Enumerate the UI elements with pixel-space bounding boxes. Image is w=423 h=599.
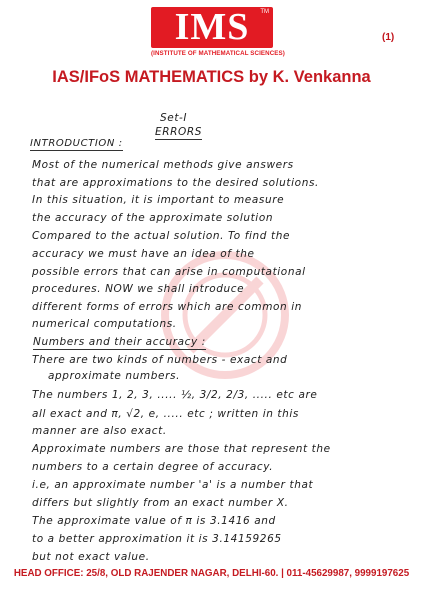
logo-subtitle: (INSTITUTE OF MATHEMATICAL SCIENCES): [151, 50, 285, 57]
section-heading: Numbers and their accuracy :: [33, 336, 206, 348]
page-title: IAS/IFoS MATHEMATICS by K. Venkanna: [52, 68, 371, 86]
watermark-icon: [150, 240, 300, 390]
note-line: but not exact value.: [32, 551, 150, 563]
note-line: Compared to the actual solution. To find the: [32, 230, 291, 242]
note-line: numbers to a certain degree of accuracy.: [32, 461, 274, 473]
topic-heading: ERRORS: [155, 126, 203, 138]
intro-heading: INTRODUCTION :: [30, 138, 123, 149]
logo-tm: TM: [260, 9, 269, 15]
note-line: There are two kinds of numbers - exact and: [32, 354, 288, 366]
note-line: The numbers 1, 2, 3, ..... ½, 3/2, 2/3, ..... etc are: [32, 389, 318, 401]
page-number: (1): [382, 32, 395, 43]
note-line: that are approximations to the desired solutions.: [32, 177, 319, 189]
note-line: In this situation, it is important to measure: [32, 194, 285, 206]
note-line: The approximate value of π is 3.1416 and: [32, 515, 276, 527]
note-line: to a better approximation it is 3.14159265: [32, 533, 282, 545]
set-label: Set-I: [160, 112, 188, 124]
note-line: numerical computations.: [32, 318, 177, 330]
note-line: different forms of errors which are common in: [32, 301, 303, 313]
note-line: i.e, an approximate number 'a' is a number that: [32, 479, 314, 491]
note-line: Most of the numerical methods give answers: [32, 159, 294, 171]
logo-text: IMS: [174, 6, 250, 48]
ims-logo: [151, 6, 285, 60]
note-line: accuracy we must have an idea of the: [32, 248, 255, 260]
note-line: manner are also exact.: [32, 425, 167, 437]
note-line: procedures. NOW we shall introduce: [32, 283, 245, 295]
note-line: Approximate numbers are those that represent the: [32, 443, 331, 455]
note-line: differs but slightly from an exact number X.: [32, 497, 289, 509]
note-line: all exact and π, √2, e, ..... etc ; written in this: [32, 408, 299, 420]
footer-address: HEAD OFFICE: 25/8, OLD RAJENDER NAGAR, DELHI-60. | 011-45629987, 9999197625: [13, 568, 410, 579]
note-line: possible errors that can arise in computational: [32, 266, 306, 278]
note-line: approximate numbers.: [48, 370, 181, 382]
note-line: the accuracy of the approximate solution: [32, 212, 274, 224]
